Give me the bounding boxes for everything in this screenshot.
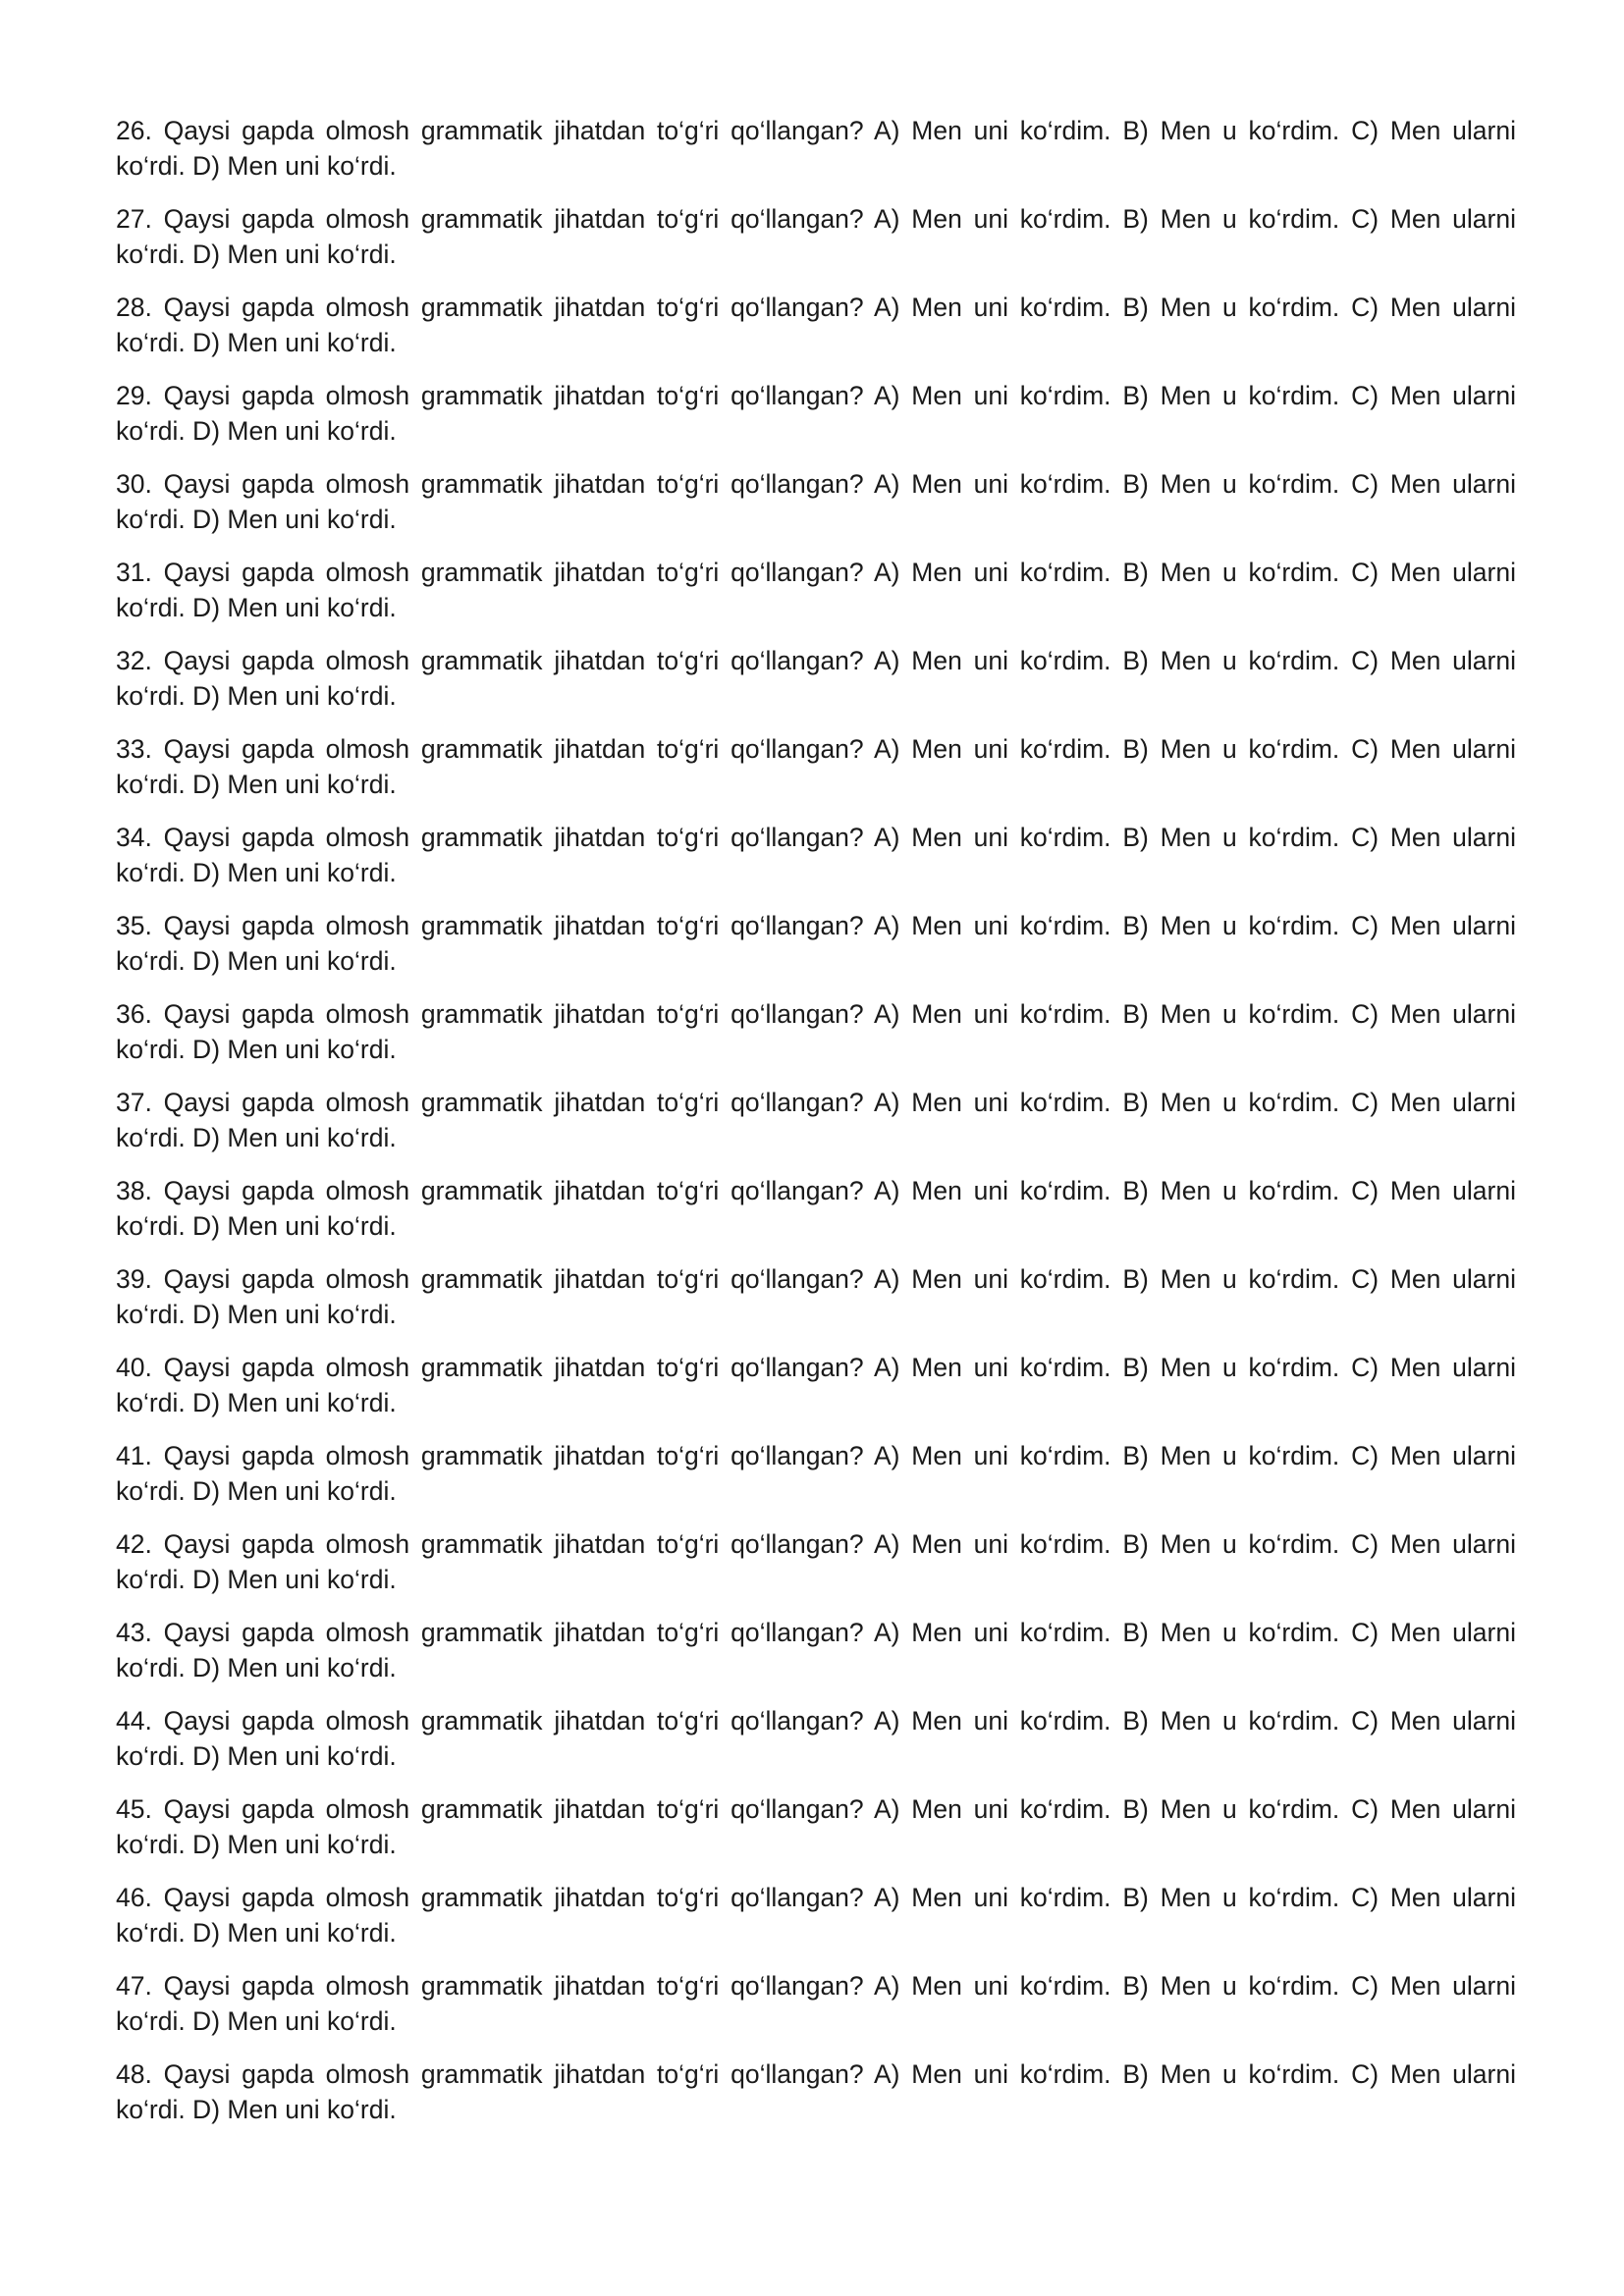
question-text: 45. Qaysi gapda olmosh grammatik jihatdan to‘g‘ri qo‘llangan? A) Men uni ko‘rdim. B) Men u ko‘rdim. C) Men ularni — [116, 1794, 1516, 1824]
question-text: 39. Qaysi gapda olmosh grammatik jihatdan to‘g‘ri qo‘llangan? A) Men uni ko‘rdim. B) Men u ko‘rdim. C) Men ularni — [116, 1264, 1516, 1294]
question-text-continued: ko‘rdi. D) Men uni ko‘rdi. — [116, 2095, 397, 2124]
question-item — [116, 1350, 1516, 1420]
question-text: 46. Qaysi gapda olmosh grammatik jihatdan to‘g‘ri qo‘llangan? A) Men uni ko‘rdim. B) Men u ko‘rdim. C) Men ularni — [116, 1883, 1516, 1912]
question-text-continued: ko‘rdi. D) Men uni ko‘rdi. — [116, 1123, 397, 1152]
question-text-continued: ko‘rdi. D) Men uni ko‘rdi. — [116, 1476, 397, 1506]
question-item — [116, 1173, 1516, 1244]
question-text-continued: ko‘rdi. D) Men uni ko‘rdi. — [116, 505, 397, 534]
question-text-continued: ko‘rdi. D) Men uni ko‘rdi. — [116, 1653, 397, 1682]
question-text: 44. Qaysi gapda olmosh grammatik jihatdan to‘g‘ri qo‘llangan? A) Men uni ko‘rdim. B) Men u ko‘rdim. C) Men ularni — [116, 1706, 1516, 1735]
question-text: 31. Qaysi gapda olmosh grammatik jihatdan to‘g‘ri qo‘llangan? A) Men uni ko‘rdim. B) Men u ko‘rdim. C) Men ularni — [116, 558, 1516, 587]
question-text: 26. Qaysi gapda olmosh grammatik jihatdan to‘g‘ri qo‘llangan? A) Men uni ko‘rdim. B) Men u ko‘rdim. C) Men ularni — [116, 116, 1516, 145]
question-text: 29. Qaysi gapda olmosh grammatik jihatdan to‘g‘ri qo‘llangan? A) Men uni ko‘rdim. B) Men u ko‘rdim. C) Men ularni — [116, 381, 1516, 410]
question-text-continued: ko‘rdi. D) Men uni ko‘rdi. — [116, 151, 397, 181]
question-item — [116, 290, 1516, 360]
question-item — [116, 113, 1516, 184]
question-item — [116, 2056, 1516, 2127]
question-text-continued: ko‘rdi. D) Men uni ko‘rdi. — [116, 1211, 397, 1241]
document-page — [116, 113, 1516, 2145]
question-item — [116, 1791, 1516, 1862]
question-item — [116, 1880, 1516, 1950]
question-text: 37. Qaysi gapda olmosh grammatik jihatdan to‘g‘ri qo‘llangan? A) Men uni ko‘rdim. B) Men u ko‘rdim. C) Men ularni — [116, 1088, 1516, 1117]
question-text: 38. Qaysi gapda olmosh grammatik jihatdan to‘g‘ri qo‘llangan? A) Men uni ko‘rdim. B) Men u ko‘rdim. C) Men ularni — [116, 1176, 1516, 1205]
question-item — [116, 1968, 1516, 2039]
question-text-continued: ko‘rdi. D) Men uni ko‘rdi. — [116, 240, 397, 269]
question-text-continued: ko‘rdi. D) Men uni ko‘rdi. — [116, 681, 397, 711]
question-text: 34. Qaysi gapda olmosh grammatik jihatdan to‘g‘ri qo‘llangan? A) Men uni ko‘rdim. B) Men u ko‘rdim. C) Men ularni — [116, 823, 1516, 852]
question-item — [116, 555, 1516, 625]
question-text: 36. Qaysi gapda olmosh grammatik jihatdan to‘g‘ri qo‘llangan? A) Men uni ko‘rdim. B) Men u ko‘rdim. C) Men ularni — [116, 999, 1516, 1029]
question-item — [116, 731, 1516, 802]
question-text-continued: ko‘rdi. D) Men uni ko‘rdi. — [116, 593, 397, 622]
question-text-continued: ko‘rdi. D) Men uni ko‘rdi. — [116, 416, 397, 446]
question-text: 47. Qaysi gapda olmosh grammatik jihatdan to‘g‘ri qo‘llangan? A) Men uni ko‘rdim. B) Men u ko‘rdim. C) Men ularni — [116, 1971, 1516, 2001]
question-text-continued: ko‘rdi. D) Men uni ko‘rdi. — [116, 1565, 397, 1594]
question-text-continued: ko‘rdi. D) Men uni ko‘rdi. — [116, 1918, 397, 1948]
question-text-continued: ko‘rdi. D) Men uni ko‘rdi. — [116, 2006, 397, 2036]
question-item — [116, 908, 1516, 979]
question-text: 32. Qaysi gapda olmosh grammatik jihatdan to‘g‘ri qo‘llangan? A) Men uni ko‘rdim. B) Men u ko‘rdim. C) Men ularni — [116, 646, 1516, 675]
question-text-continued: ko‘rdi. D) Men uni ko‘rdi. — [116, 1035, 397, 1064]
question-item — [116, 1438, 1516, 1509]
question-item — [116, 996, 1516, 1067]
question-item — [116, 643, 1516, 714]
question-item — [116, 1085, 1516, 1155]
question-text: 35. Qaysi gapda olmosh grammatik jihatdan to‘g‘ri qo‘llangan? A) Men uni ko‘rdim. B) Men u ko‘rdim. C) Men ularni — [116, 911, 1516, 940]
question-item — [116, 820, 1516, 890]
question-item — [116, 1703, 1516, 1774]
question-text: 48. Qaysi gapda olmosh grammatik jihatdan to‘g‘ri qo‘llangan? A) Men uni ko‘rdim. B) Men u ko‘rdim. C) Men ularni — [116, 2059, 1516, 2089]
question-item — [116, 378, 1516, 449]
question-item — [116, 466, 1516, 537]
question-text-continued: ko‘rdi. D) Men uni ko‘rdi. — [116, 328, 397, 357]
question-text-continued: ko‘rdi. D) Men uni ko‘rdi. — [116, 1388, 397, 1417]
question-item — [116, 1526, 1516, 1597]
question-text: 28. Qaysi gapda olmosh grammatik jihatdan to‘g‘ri qo‘llangan? A) Men uni ko‘rdim. B) Men u ko‘rdim. C) Men ularni — [116, 293, 1516, 322]
question-text: 27. Qaysi gapda olmosh grammatik jihatdan to‘g‘ri qo‘llangan? A) Men uni ko‘rdim. B) Men u ko‘rdim. C) Men ularni — [116, 204, 1516, 234]
question-text: 43. Qaysi gapda olmosh grammatik jihatdan to‘g‘ri qo‘llangan? A) Men uni ko‘rdim. B) Men u ko‘rdim. C) Men ularni — [116, 1618, 1516, 1647]
question-text: 33. Qaysi gapda olmosh grammatik jihatdan to‘g‘ri qo‘llangan? A) Men uni ko‘rdim. B) Men u ko‘rdim. C) Men ularni — [116, 734, 1516, 764]
question-text-continued: ko‘rdi. D) Men uni ko‘rdi. — [116, 1830, 397, 1859]
question-text: 42. Qaysi gapda olmosh grammatik jihatdan to‘g‘ri qo‘llangan? A) Men uni ko‘rdim. B) Men u ko‘rdim. C) Men ularni — [116, 1529, 1516, 1559]
question-text-continued: ko‘rdi. D) Men uni ko‘rdi. — [116, 770, 397, 799]
question-text-continued: ko‘rdi. D) Men uni ko‘rdi. — [116, 858, 397, 887]
question-item — [116, 201, 1516, 272]
question-text: 41. Qaysi gapda olmosh grammatik jihatdan to‘g‘ri qo‘llangan? A) Men uni ko‘rdim. B) Men u ko‘rdim. C) Men ularni — [116, 1441, 1516, 1470]
question-item — [116, 1615, 1516, 1685]
question-text: 40. Qaysi gapda olmosh grammatik jihatdan to‘g‘ri qo‘llangan? A) Men uni ko‘rdim. B) Men u ko‘rdim. C) Men ularni — [116, 1353, 1516, 1382]
question-text-continued: ko‘rdi. D) Men uni ko‘rdi. — [116, 946, 397, 976]
question-text-continued: ko‘rdi. D) Men uni ko‘rdi. — [116, 1741, 397, 1771]
question-item — [116, 1261, 1516, 1332]
question-text: 30. Qaysi gapda olmosh grammatik jihatdan to‘g‘ri qo‘llangan? A) Men uni ko‘rdim. B) Men u ko‘rdim. C) Men ularni — [116, 469, 1516, 499]
question-text-continued: ko‘rdi. D) Men uni ko‘rdi. — [116, 1300, 397, 1329]
